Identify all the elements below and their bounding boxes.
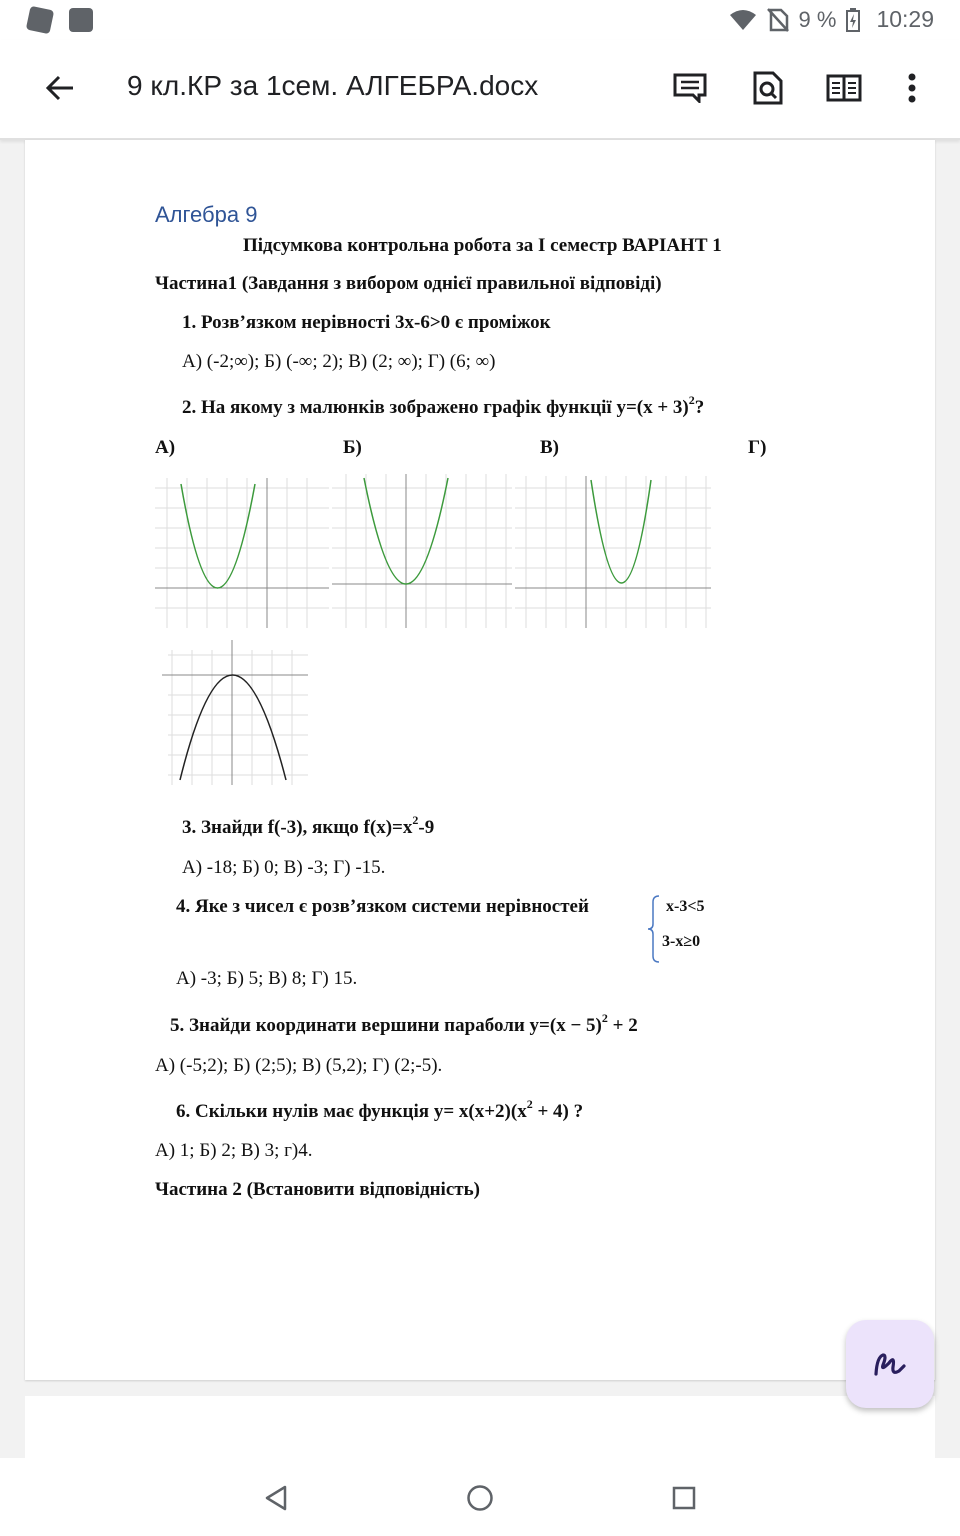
graph-label-a: А): [155, 437, 176, 458]
question-6-exponent: 2: [526, 1097, 533, 1111]
question-1: 1. Розв’язком нерівності 3х-6>0 є проміжок: [182, 312, 551, 333]
question-2: [182, 393, 705, 419]
subject-heading: Алгебра 9: [155, 202, 258, 227]
system-brace: [647, 894, 661, 964]
graph-b: [332, 474, 512, 628]
question-4-answers: А) -3; Б) 5; В) 8; Г) 15.: [176, 968, 358, 989]
find-in-document-button[interactable]: [746, 66, 790, 110]
battery-percent: 9 %: [798, 6, 837, 32]
gallery-notification-icon: [69, 8, 93, 32]
question-5-text: 5. Знайди координати вершини параболи y=(x − 5): [170, 1015, 602, 1036]
arrow-back-icon: [45, 75, 75, 101]
wifi-icon: [729, 9, 757, 31]
part2-heading: Частина 2 (Встановити відповідність): [155, 1179, 480, 1200]
question-6-text: 6. Скільки нулів має функція y= x(x+2)(x: [176, 1101, 527, 1122]
nav-back-button[interactable]: [258, 1480, 294, 1516]
question-1-answers: А) (-2;∞); Б) (-∞; 2); В) (2; ∞); Г) (6; ∞): [182, 351, 496, 372]
no-sim-icon: [767, 8, 789, 32]
question-6-end: + 4) ?: [532, 1101, 584, 1122]
system-inequality-1: x-3<5: [666, 898, 705, 915]
print-layout-button[interactable]: [822, 66, 866, 110]
graph-g-parabola: [180, 675, 286, 780]
clock: 10:29: [876, 6, 934, 32]
question-5-exponent: 2: [601, 1011, 608, 1025]
question-3-text: 3. Знайди f(-3), якщо f(x)=x: [182, 817, 413, 838]
question-6: [176, 1097, 584, 1123]
question-6-answers: А) 1; Б) 2; В) 3; г)4.: [155, 1140, 313, 1161]
nav-recents-icon: [672, 1486, 696, 1510]
nav-home-button[interactable]: [462, 1480, 498, 1516]
back-button[interactable]: [38, 66, 82, 110]
question-3-end: -9: [418, 817, 435, 838]
notification-app-icon: [26, 6, 54, 34]
graph-a: [155, 478, 329, 628]
question-4: 4. Яке з чисел є розв’язком системи нерівностей: [176, 896, 589, 917]
graph-a-parabola: [181, 484, 255, 588]
comment-button[interactable]: [668, 66, 712, 110]
system-inequality-2: 3-x≥0: [662, 933, 701, 950]
handwriting-pen-icon: [873, 1349, 907, 1379]
question-3-answers: А) -18; Б) 0; В) -3; Г) -15.: [182, 857, 386, 878]
graph-v: [515, 476, 711, 628]
question-2-exponent: 2: [688, 393, 695, 407]
graph-label-g: Г): [748, 437, 767, 458]
question-3-exponent: 2: [412, 813, 419, 827]
next-document-page[interactable]: [25, 1396, 935, 1466]
question-2-end: ?: [694, 397, 705, 418]
document-content: [25, 140, 935, 1380]
part1-heading: Частина1 (Завдання з вибором однієї правильної відповіді): [155, 273, 662, 294]
book-layout-icon: [826, 74, 862, 102]
nav-home-icon: [466, 1484, 494, 1512]
more-vert-icon: [908, 73, 916, 103]
nav-recents-button[interactable]: [666, 1480, 702, 1516]
find-in-page-icon: [753, 71, 783, 105]
app-bar: [0, 40, 960, 140]
graph-label-v: В): [540, 437, 559, 458]
comment-icon: [673, 73, 707, 103]
nav-back-icon: [264, 1485, 288, 1511]
question-5-end: + 2: [607, 1015, 638, 1036]
question-2-text: 2. На якому з малюнків зображено графік функції y=(x + 3): [182, 397, 689, 418]
annotate-button[interactable]: [846, 1320, 934, 1408]
graph-g: [162, 640, 308, 785]
document-title: 9 кл.КР за 1сем. АЛГЕБРА.docx: [127, 70, 539, 101]
battery-icon: [846, 8, 860, 32]
status-bar: [0, 0, 960, 40]
question-5: [170, 1011, 638, 1037]
graph-label-b: Б): [343, 437, 362, 458]
more-options-button[interactable]: [890, 66, 934, 110]
document-page[interactable]: [25, 140, 935, 1380]
question-5-answers: А) (-5;2); Б) (2;5); В) (5,2); Г) (2;-5).: [155, 1055, 443, 1076]
test-heading: Підсумкова контрольна робота за І семестр ВАРІАНТ 1: [243, 235, 722, 256]
question-3: [182, 813, 435, 839]
system-navigation-bar: [0, 1458, 960, 1536]
